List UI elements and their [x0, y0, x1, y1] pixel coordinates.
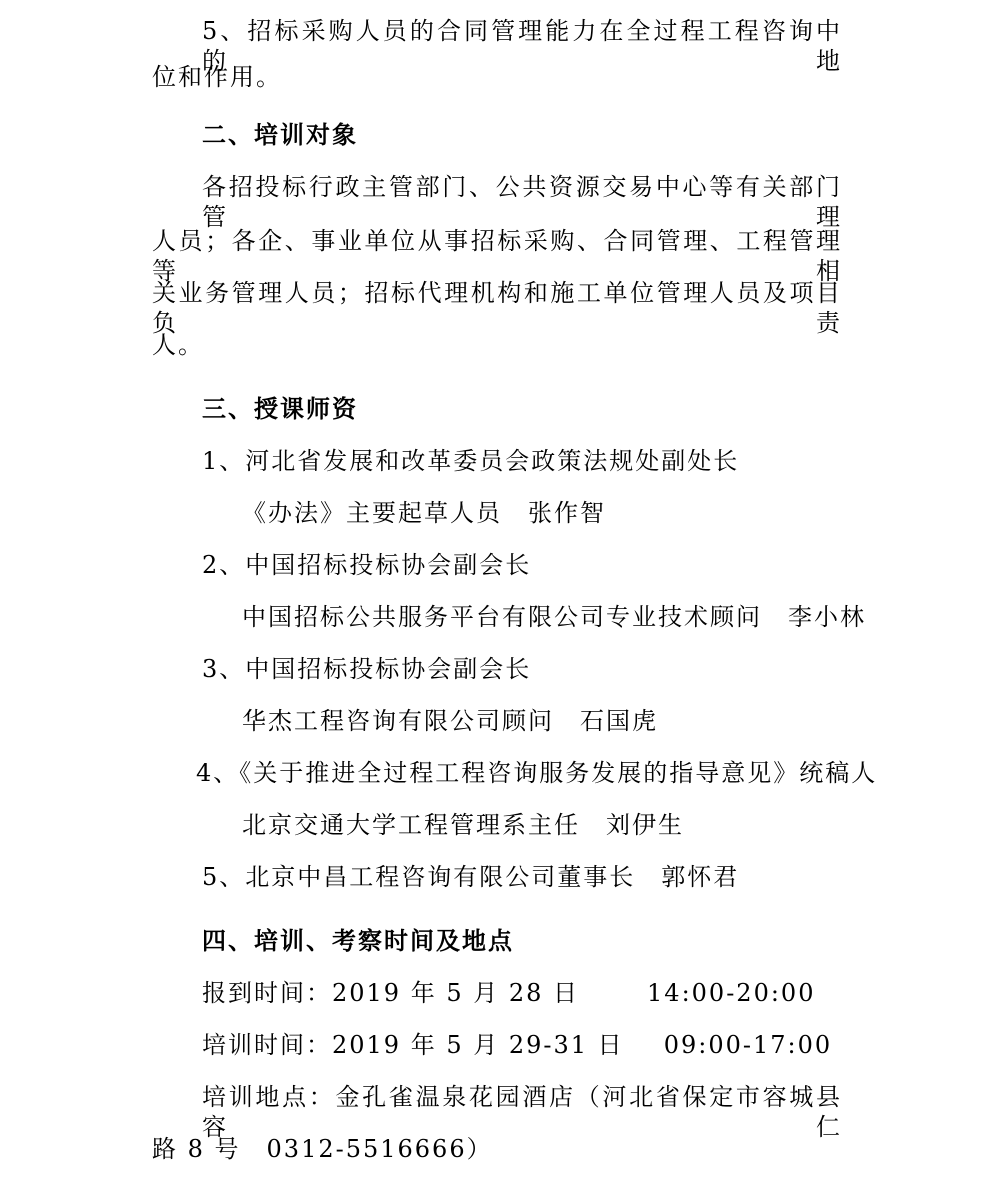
checkin-date: 2019 年 5 月 28 日	[332, 979, 580, 1007]
checkin-time: 14:00-20:00	[647, 979, 816, 1007]
teacher-2-role: 中国招标公共服务平台有限公司专业技术顾问	[242, 603, 762, 631]
audience-line-2: 人员；各企、事业单位从事招标采购、合同管理、工程管理等相	[152, 227, 842, 285]
training-time: 09:00-17:00	[663, 1031, 833, 1059]
audience-line-1: 各招投标行政主管部门、公共资源交易中心等有关部门管理	[202, 173, 842, 231]
checkin-row	[202, 978, 892, 1008]
teacher-5-credit	[202, 862, 892, 892]
teacher-3-title: 3、中国招标投标协会副会长	[202, 655, 532, 683]
teacher-2-credit	[242, 602, 866, 632]
teacher-2-name: 李小林	[788, 603, 866, 631]
teacher-1-role: 《办法》主要起草人员	[242, 499, 502, 527]
location-line-1: 培训地点：金孔雀温泉花园酒店（河北省保定市容城县容仁	[202, 1083, 842, 1141]
teacher-1-title: 1、河北省发展和改革委员会政策法规处副处长	[202, 447, 740, 475]
training-label: 培训时间：	[202, 1031, 332, 1059]
teacher-4-name: 刘伊生	[606, 811, 684, 839]
intro-item-5-line-1: 5、招标采购人员的合同管理能力在全过程工程咨询中的地	[202, 17, 842, 75]
teacher-4-role: 北京交通大学工程管理系主任	[242, 811, 580, 839]
section-heading-audience: 二、培训对象	[202, 120, 358, 149]
teacher-1-name: 张作智	[528, 499, 606, 527]
training-row	[202, 1030, 892, 1060]
intro-item-5-line-2: 位和作用。	[152, 63, 282, 91]
teacher-4-title: 4、《关于推进全过程工程咨询服务发展的指导意见》统稿人	[196, 759, 878, 787]
training-date: 2019 年 5 月 29-31 日	[332, 1031, 624, 1059]
checkin-label: 报到时间：	[202, 979, 332, 1007]
teacher-5-name: 郭怀君	[661, 863, 740, 891]
section-heading-teachers: 三、授课师资	[202, 394, 358, 423]
teacher-4-credit	[242, 810, 932, 840]
audience-line-3: 关业务管理人员；招标代理机构和施工单位管理人员及项目负责	[152, 279, 842, 337]
audience-line-4: 人。	[152, 331, 204, 359]
location-line-2: 路 8 号 0312-5516666）	[152, 1135, 493, 1163]
teacher-3-credit	[242, 706, 932, 736]
teacher-3-role: 华杰工程咨询有限公司顾问	[242, 707, 554, 735]
teacher-5-title: 5、北京中昌工程咨询有限公司董事长	[202, 863, 636, 891]
teacher-2-title: 2、中国招标投标协会副会长	[202, 551, 532, 579]
teacher-3-name: 石国虎	[580, 707, 658, 735]
section-heading-schedule: 四、培训、考察时间及地点	[202, 926, 514, 955]
teacher-1-credit	[242, 498, 932, 528]
